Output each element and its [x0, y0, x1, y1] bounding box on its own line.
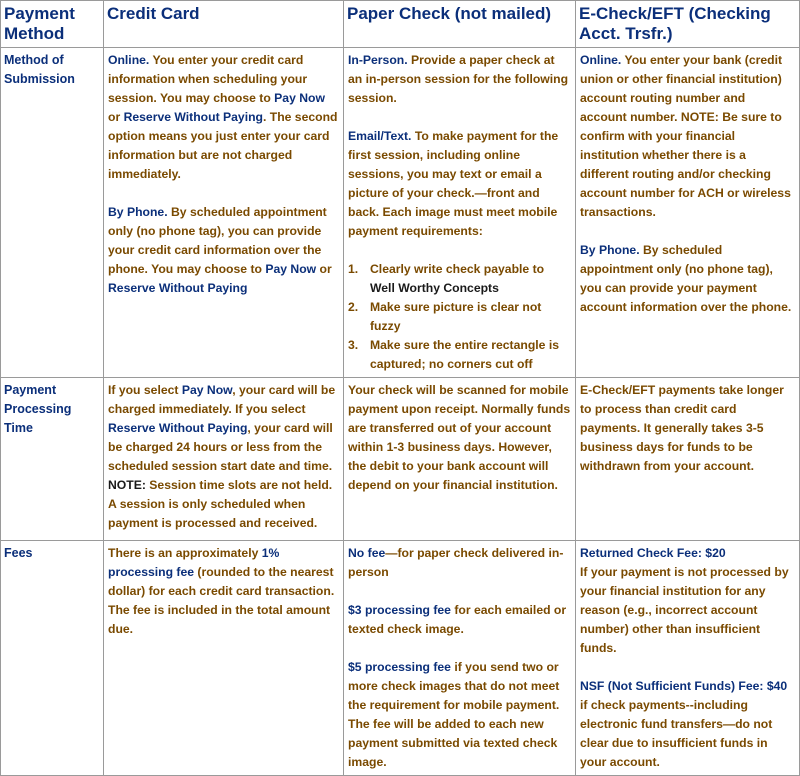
- row-processing-time: [1, 378, 800, 541]
- cell-credit-fees: There is an approximately 1% processing fee (rounded to the nearest dollar) for each credit card transaction. The fee is included in the total amount due.: [104, 541, 344, 776]
- row-label-processing: Payment Processing Time: [1, 378, 104, 541]
- list-item: 2. Make sure picture is clear not fuzzy: [348, 300, 542, 333]
- list-item: 3. Make sure the entire rectangle is captured; no corners cut off: [348, 338, 559, 371]
- cell-check-fees: No fee—for paper check delivered in-person $3 processing fee for each emailed or texted check image. $5 processing fee if you send two or more check images that do not meet the requirement for mobile payment. The fee will be added to each new payment submitted via texted check image.: [344, 541, 576, 776]
- cell-echeck-submission: [576, 48, 800, 378]
- cell-check-submission: [344, 48, 576, 378]
- check-email-paragraph: Email/Text. To make payment for the first session, including online sessions, you may text or email a picture of your check.—front and back. Each image must meet mobile payment requirements:: [348, 129, 559, 238]
- header-row: [1, 1, 800, 48]
- cell-credit-processing: If you select Pay Now, your card will be charged immediately. If you select Reserve Without Paying, your card will be charged 24 hours or less from the scheduled session start date and time. NOTE: Session time slots are not held. A session is only scheduled when payment is processed and received.: [104, 378, 344, 541]
- header-paper-check: Paper Check (not mailed): [344, 1, 576, 48]
- credit-online-paragraph: Online. You enter your credit card information when scheduling your session. You may choose to Pay Now or Reserve Without Paying. The second option means you just enter your card information but are not charged immediately.: [108, 53, 338, 181]
- credit-phone-paragraph: By Phone. By scheduled appointment only (no phone tag), you can provide your credit card information over the phone. You may choose to Pay Now or Reserve Without Paying: [108, 205, 332, 295]
- row-label-fees: Fees: [1, 541, 104, 776]
- check-inperson-paragraph: In-Person. Provide a paper check at an in-person session for the following session.: [348, 53, 569, 105]
- echeck-online-paragraph: Online. You enter your bank (credit union or other financial institution) account routing number and account number. NOTE: Be sure to confirm with your financial institution whether there is a different routing and/or checking account number for ACH or wireless transactions.: [580, 53, 791, 219]
- cell-credit-submission: [104, 48, 344, 378]
- header-credit-card: Credit Card: [104, 1, 344, 48]
- cell-echeck-fees: Returned Check Fee: $20 If your payment is not processed by your financial institution for any reason (e.g., incorrect account number) other than insufficient funds. NSF (Not Sufficient Funds) Fee: $40 if check payments--including electronic fund transfers—do not clear due to insufficient funds in your account.: [576, 541, 800, 776]
- header-echeck: E-Check/EFT (Checking Acct. Trsfr.): [576, 1, 800, 48]
- cell-echeck-processing: E-Check/EFT payments take longer to process than credit card payments. It generally takes 3-5 business days for funds to be withdrawn from your account.: [576, 378, 800, 541]
- mobile-payment-requirements: [348, 260, 571, 374]
- row-method-of-submission: [1, 48, 800, 378]
- header-payment-method: Payment Method: [1, 1, 104, 48]
- echeck-phone-paragraph: By Phone. By scheduled appointment only (no phone tag), you can provide your payment account information over the phone.: [580, 243, 792, 314]
- list-item: 1. Clearly write check payable to Well Worthy Concepts: [348, 262, 545, 295]
- row-fees: [1, 541, 800, 776]
- cell-check-processing: Your check will be scanned for mobile payment upon receipt. Normally funds are transferred out of your account within 1-3 business days. However, the debit to your bank account will depend on your financial institution.: [344, 378, 576, 541]
- row-label-submission: Method of Submission: [1, 48, 104, 378]
